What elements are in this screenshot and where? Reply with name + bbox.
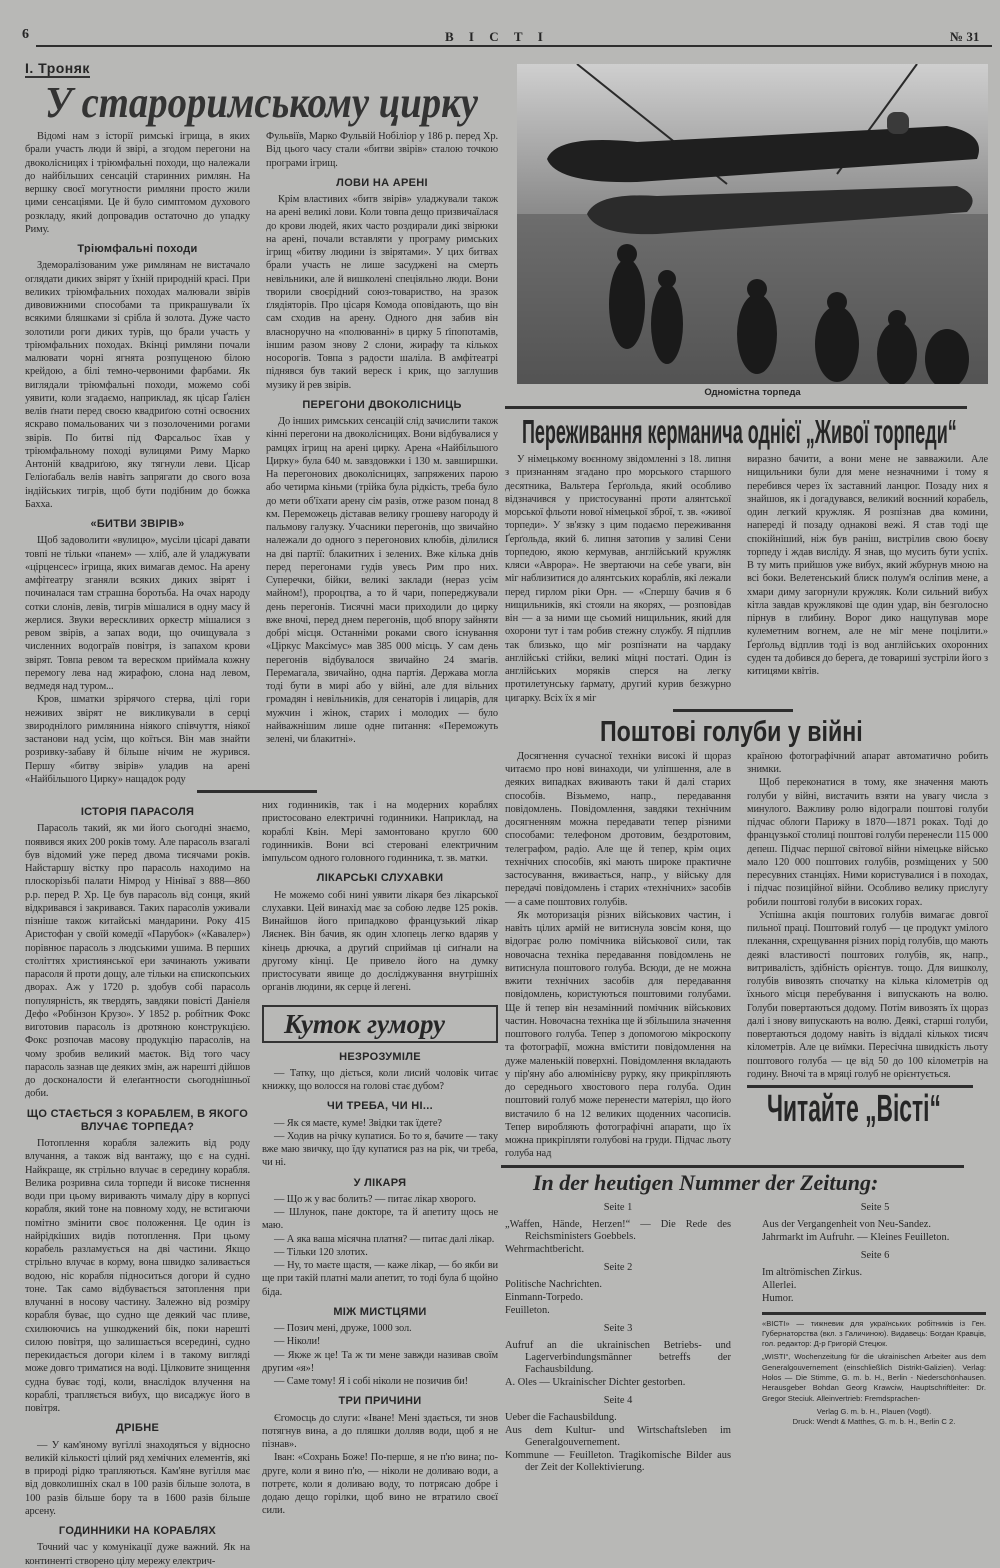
paragraph: — Тільки 120 злотих.: [274, 1246, 368, 1258]
paragraph: Як моторизація різних військових частин, і навіть цілих армій не витиснула зовсім коня, що відограє ролю помічника військової сили, так новочасна техніка передавання повідомлень не витиснула поштового голуба. Всюди, де не можна вжити технічних засобів для передавання повідомлень, користуються поштовими голубами. Ще й тепер він незамінний помічник військових частин. Новочасна техніка ще й збільшила значення поштового голуба. Тепер з допомогою мікроскопу та фотографії, можна вмістити повідомлення на дуже маленькій поверхні. Повідомлення вкладають у пір'яну або алюмінієву рурку, яку прикріпляють до середнього хвостового пера голуба. Один поштовий голуб може перенести матеріял, що його вистачило б на 12 великих щоденних часописів. Тепер виробляють фотографічні апарати, що їх можна прикріпляти голубові на груди. Підчас льоту голуба над: [505, 909, 731, 1160]
torpedo-columns: [505, 453, 988, 705]
contents-item: Wehrmachtbericht.: [505, 1243, 585, 1255]
paragraph-continued: Фульвіїв, Марко Фульвій Нобіліор у 186 р. перед Хр. Від цього часу стали «битви звірів» сталою точкою програми ігрищ.: [266, 131, 498, 169]
humor-corner-banner: Куток гумору: [262, 1005, 498, 1043]
photo-caption: Одномістна торпеда: [704, 387, 801, 398]
column-end-rule: [197, 790, 317, 793]
contents-item: Ueber die Fachausbildung.: [505, 1411, 617, 1423]
paragraph: Потоплення корабля залежить від роду влучання, а також від вантажу, що є на судні. Найкраще, як стрільно влучає в середину корабля. Велика розривна сила торпеди й високе тиснення води при цьому виривають чималу діру в корпусі корабля, який тоне на повному ходу, не встигаючи помітно змінити своє положення. Це один із найрідкіших видів потоплення. При цьому корабель разламується на дві частини. Якщо стрільно влучає в корму, вона швидко заливається водою, ніс корабля підноситься догори й судно тоне. Так само відбувається затоплення при влучанні в носову частину. Залежно від розміру корабля буває, що судно ще деякий час пливе, схилюючись на ушкоджений бік, поки нарешті силою повітря, що залишається всередині, судно перекидається догори кілем і в такому вигляді може довго триматися на воді. Цілковите знищення судна буває тоді, коли, внаслідок влучення на кораблі, трапляється вибух, що висаджує його в повітря.: [25, 1138, 250, 1414]
section-heading: ПЕРЕГОНИ ДВОКОЛІСНИЦЬ: [302, 398, 462, 411]
allerlei-middle-column: [262, 799, 498, 1518]
paragraph-continued: країною фотографічний апарат автоматично робить знимки.: [747, 750, 988, 775]
section-heading: ЩО СТАЄТЬСЯ З КОРАБЛЕМ, В ЯКОГО ВЛУЧАЄ ТОРПЕДА?: [26, 1107, 249, 1133]
circus-column-1: [25, 130, 250, 786]
imprint-verlag: Verlag G. m. b. H., Plauen (Vogtl).: [816, 1406, 932, 1416]
contents-page-label: Seite 3: [603, 1322, 633, 1334]
column-end-rules: [25, 790, 498, 793]
paragraph: Іван: «Сохрань Боже! По-перше, я не п'ю вина; по-друге, коли я вино п'ю, — ніколи не доливаю води, а потретє, коли я доливаю воду, то потрясаю добре і додаю дещо горілки, щоб вино не втратило своєї сили.: [262, 1452, 498, 1517]
contents-title: In der heutigen Nummer der Zeitung:: [533, 1169, 879, 1195]
paragraph: Щоб переконатися в тому, яке значення мають голуби у війні, вистачить взяти на увагу числа з минулого. Важливу ролю відограли поштові голуби підчас облоги Парижу в 1870—1871 роках. Тоді до французької столиці поштові голуби перенесли 115 000 депеш. Підчас першої світової війни німецьке військо мало 120 000 поштових голубів, розміщених у 500 пересувних станціях. Ними користувалися і в походах, і підчас позиційної війни. Особливо велику прислугу робили поштові голуби в високих горах.: [747, 777, 988, 908]
paragraph: Відомі нам з історії римські ігрища, в яких брали участь люди й звірі, а згодом перегони на двоколісницях і тріюмфальні походи, що належали до найбільших сенсацій старинних римлян. На вершку своєї могутности римляни просто жили цими сенсаціями. Це й було симптомом духового розкладу, який допровадив остаточно до упадку Риму.: [25, 131, 250, 235]
paragraph: — Саме тому! Я і собі ніколи не позичив би!: [274, 1376, 468, 1387]
paragraph: Досягнення сучасної техніки високі й щораз читаємо про нові винаходи, чи уліпшення, але в деяких випадках вживають таки й далі старих способів. Візьмемо, напр., передавання повідомлень. Повідомлення, завдяки технічним досягненням можна передавати тепер різними способами: телефоном дротовим, бездротовим, телеграфом, радіо. Але ще й тепер, крім оцих технічних способів, які мають широке практичне застосування, вживається, напр., у війську для передачі повідомлень і старих «технічних» засобів — а саме поштових голубів.: [505, 750, 731, 908]
paragraph: Щоб задоволити «вулицю», мусіли цісарі давати товпі не тільки «панем» — хліб, але й уладжувати «цірценсес» ігрища, яких вимагав демос. На арену амфітеатру зганяли всяких диких звірят і починалася там страшна боротьба. На очах народу сотки слонів, левів, тигрів мішалися в одну масу й жерлися. Звуки верескливих оркестр мішалися з ревом звірів, а запах води, що очищувала з численних водограїв повітря, із запахом крови звірят. Товпа ревом та вереском приймала кожну перемогу лева над жирафою, слона над левом, ведмедя над туром...: [25, 535, 250, 692]
contents-item: Kommune — Feuilleton. Tragikomische Bilder aus der Zeit der Kollektivierung.: [505, 1449, 731, 1473]
contents-page-label: Seite 6: [860, 1249, 890, 1261]
paragraph-continued: них годинників, так і на модерних кораблях пристосовано електричні годинники. Наприклад, на кораблі Квін. Мері замонтовано кругло 600 годинників. Вони всі стеровані електричним імпульсом одного головного годинника, т. зв. матки.: [262, 800, 498, 864]
circus-columns: [25, 130, 498, 786]
section-heading: НЕЗРОЗУМІЛЕ: [339, 1050, 421, 1063]
article-title-wrap: [25, 78, 498, 130]
section-heading: ЧИ ТРЕБА, ЧИ НІ...: [327, 1100, 433, 1113]
section-heading: ЛОВИ НА АРЕНІ: [336, 176, 428, 189]
torpedo-photo-image: [517, 64, 988, 384]
paragraph: — Татку, що діється, коли лисий чоловік читає книжку, що волосся на голові стає дубом?: [262, 1067, 498, 1092]
contents-right-stack: [762, 1196, 988, 1431]
section-heading: ІСТОРІЯ ПАРАСОЛЯ: [80, 806, 195, 818]
section-heading: ЛІКАРСЬКІ СЛУХАВКИ: [316, 872, 444, 885]
contents-item: Jahrmarkt im Aufruhr. — Kleines Feuilleton.: [762, 1231, 950, 1243]
imprint-druck: Druck: Wendt & Matthes, G. m. b. H., Berlin C 2.: [792, 1417, 956, 1427]
imprint-rule: [762, 1312, 986, 1315]
pigeons-column-1: [505, 750, 731, 1161]
section-divider: [505, 406, 967, 409]
imprint-ukrainian: «ВІСТІ» — тижневик для українських робітників із Ген. Губернаторства (вкл. з Галичиною). Видавець: Богдан Кравців, гол. редактор: Д-р Григорій Стецюк.: [762, 1318, 986, 1349]
contents-item: Aus der Vergangenheit von Neu-Sandez.: [762, 1218, 931, 1230]
contents-item: „Waffen, Hände, Herzen!“ — Die Rede des Reichsministers Goebbels.: [505, 1218, 731, 1242]
newspaper-name: В І С Т І: [445, 29, 549, 44]
paragraph: Здеморалізованим уже римлянам не вистачало оглядати диких звірят у їхній природній красі. При великих тріюмфальних походах малювали звірів дивовижними способами та прикрашували їх всякими бляшками зі срібла й золота. Дуже часто золотили роги диких турів, що брали участь у тріюмфальних походах. Вкінці римляни почали малювати чорні ягнята розпущеною білою крейдою, а білі темно-червоними фарбами. Як виглядали тріюмфальні походи, можемо собі уявити, коли згадаємо, наприклад, як цісар Ґалієн велів ґнати перед своєю квадриґою сотні освоєних яскраво помальованих чи з позолоченими рогами звірів. По битві під Фарсальос їхав у тріюмфальному поході вулицями Риму Марко Антоній квадриґою, яку тягнули леви. Цісар Геліоґабаль велів навіть запрягати до свого воза індійських тигрів, щоб бути подібним до божка Бахха.: [25, 260, 250, 510]
section-heading: ГОДИННИКИ НА КОРАБЛЯХ: [58, 1525, 217, 1537]
paragraph: — Ніколи!: [274, 1336, 321, 1348]
paragraph: Крім властивих «битв звірів» уладжували також на арені великі лови. Коли товпа дещо призвичаїлася до крови людей, яких часто роздирали дикі звірюки на арені, почали вставляти у програму римських ігрищ «битву людини із звірятами». У цих битвах брали участь не лише засуджені на смерть невільники, але й вишколені спеціяльно люди. Вони творили своєрідний союз-товариство, на зразок ґлядіяторів. Про цісаря Комода оповідають, що він сам сходив на арену. Одного дня забив він власноручно на «полюванні» в цирку 5 ґіпопотамів, іншим разом знову 2 слони, жирафу та кількох носорогів. Товпа з радости шаліла. В амфітеатрі піднявся був такий вереск і крик, що заглушив музику й рев звірів.: [266, 194, 498, 391]
paragraph: — Якже ж це! Та ж ти мене завжди називав своїм другим «я»!: [262, 1349, 498, 1374]
section-heading: У ЛІКАРЯ: [353, 1176, 407, 1189]
torpedo-headline-wrap: [505, 413, 988, 453]
paragraph: — У кам'яному вугіллі знаходяться у відносно великій кількості цілий ряд хемічних елементів, які в природі рідко трапляються. Кам'яне вугілля має від довколишніх скал в 100 разів більше золота, в 100 разів більше бору та в 1600 разів більше арсену.: [25, 1439, 250, 1517]
paragraph: Парасоль такий, як ми його сьогодні знаємо, появився яких 200 років тому. Але парасоль взагалі був відомий уже перед двома тисячами років. Найстаршу вістку про парасоль находимо на плоскорізьбі палати Німрод у Нініваї з 888—860 р.р. перед Р. Хр. Це був парасоль від сонця, який відкривався і закривався. Таких парасолів уживали пізніше також китайські мандарини. Року 415 Аристофан у своїй комедії «Парубок» («Кавалер») порівнює парасоль з людськими ушима. В перших століттях християнської ери зачинають уживати парасоля й проти дощу, але тільки на єпископських дворах. Аж у 1720 р. здобув собі парасоль популярність, як твердять, завдяки повісті Даніеля Дефо «Робінзон Крузо». У 1852 р. робітник Фокс виготовив парасоль із дротяною конструкцією. Фокс розпочав масову продукцію парасолів, на чому зробив великий маєток. Від того часу парасоль зазнав ще деяких змін, аж нарешті дійшов до досконалости й елеґантности сьогоднішньої доби.: [25, 823, 250, 1100]
paragraph: — А яка ваша місячна платня? — питає далі лікар.: [274, 1233, 495, 1245]
torpedo-photo: [517, 64, 988, 384]
contents-page-label: Seite 1: [603, 1201, 633, 1213]
imprint: [762, 1319, 986, 1431]
paragraph: До інших римських сенсацій слід зачислити також кінні перегони на двоколісницях. Вони відбувалися у рамцях ігрищ на арені цирку. Арена «Найбільшого Цирку» була 640 м. завздовжки і 130 м. завширшки. На перегонових двоколісницях, запряжених парою або четирма кіньми (трійка була рідкість, треба було до мети об'їхати арену сім разів, отже разом понад 8 км. Переможець діставав велику грошеву нагороду й пальмову галузку. Учасники перегонів, що звичайно належали до одного з перегонових клюбів, ділилися на дві партії: блакитних і зелених. Вже кілька днів перед перегонами гудів увесь Рим про них. Суперечки, бійки, великі заклади (нераз усім майном!), пророцтва, а то й чари, попереджували день перегонів. Тисячні маси приходили до цирку вже вночі, перед днем перегонів, щоб впору зайняти добрі місця. Останніми роками свого існування «Ціркус Максімус» мав 385 000 місць. У сам день перегонів відбувалося звичайно 24 змагів. Перемагала, звичайно, одна партія. Держава могла тоді бути в мирі або у війні, але для вільних громадян і невільників, для сенаторів і лицарів, для мужчин і жінок, старих і молодих — було найважнішим лише одне питання: «Переможуть зелені, чи блакитні».: [266, 416, 498, 745]
article-author: І. Троняк: [25, 60, 90, 76]
section-heading: «БИТВИ ЗВІРІВ»: [90, 518, 185, 530]
torpedo-headline: Переживання керманича однієї „Живої торпеди“: [522, 413, 957, 450]
contents-item: Feuilleton.: [505, 1304, 550, 1316]
contents-rule: [501, 1165, 964, 1168]
contents-columns: [505, 1196, 988, 1475]
contents-page-label: Seite 4: [603, 1394, 633, 1406]
pigeons-column-2: [747, 750, 988, 1081]
contents-item: A. Oles — Ukrainischer Dichter gestorben.: [505, 1376, 686, 1388]
paragraph: — Що ж у вас болить? — питає лікар хворого.: [274, 1193, 476, 1205]
right-region: [505, 64, 988, 1475]
paragraph: Кров, шматки зрірячого стерва, цілі гори неживих звірят не викликували в серці звироднілого римлянина ніякого співчуття, ніякої застанови над усім, що коїться. Він мав знайти розривку-забаву й більше нічим не журився. Першу «битву звірів» уладив на арені «Найбільшого Цирку» нащадок роду: [25, 694, 250, 785]
paragraph: — Позич мені, друже, 1000 зол.: [274, 1323, 412, 1334]
contents-item: Im altrömischen Zirkus.: [762, 1266, 863, 1278]
pigeons-headline-wrap: [505, 716, 988, 750]
section-heading: ДРІБНЕ: [115, 1422, 160, 1435]
paragraph: Єгомосць до слуги: «Іване! Мені здається, ти знов потягнув вина, а до пляшки долляв води, щоб я не пізнав».: [262, 1412, 498, 1450]
torpedo-column-2: [747, 453, 988, 678]
paragraph: Не можемо собі нині уявити лікаря без лікарської слухавки. Цей винахід має за собою ледве 125 років. Винайшов його припадково французький лікар Ляєнек. Він бачив, як один хлопець легко вдаряв у кінець дрючка, а другий сприймав ці сиґнали на другому кінці. Це привело його на думку пристосувати явище до досліджування внутрішніх органів людини, як серце й легені.: [262, 889, 498, 994]
imprint-german: „WISTI“, Wochenzeitung für die ukrainischen Arbeiter aus dem Generalgouvernement (einschließlich Distrikt-Galizien). Verlag: Holos — Die Stimme, G. m. b. H., Berlin - Niederschönhausen. Herausgeber Bohdan Georg Krawciw, Hauptschriftleiter: Dr. Gregor Steciuk. Alleinvertrieb: Fremdsprachen-: [762, 1352, 986, 1403]
allerlei-left-column: [25, 799, 250, 1568]
contents-item: Aus dem Kultur- und Wirtschaftsleben im Generalgouvernement.: [505, 1424, 731, 1448]
article-end-rule: [673, 709, 793, 712]
read-visti-promo: Читайте „Вісті“: [767, 1088, 941, 1130]
pigeons-columns: [505, 750, 988, 1161]
issue-number: № 31: [950, 29, 980, 44]
contents-left: [505, 1196, 731, 1475]
circus-column-2: [266, 130, 498, 746]
contents-page-label: Seite 2: [603, 1261, 633, 1273]
paragraph: — Ну, то маєте щастя, — каже лікар, — бо якби ви ще при такій платні мали апетит, то тоді була б щойно біда.: [262, 1260, 498, 1298]
contents-right: [762, 1196, 988, 1306]
left-region: [25, 60, 498, 1568]
contents-page-label: Seite 5: [860, 1201, 890, 1213]
section-heading: МІЖ МИСТЦЯМИ: [333, 1305, 427, 1318]
contents-item: Humor.: [762, 1292, 794, 1304]
paragraph: — Ходив на річку купатися. Бо то я, бачите — таку вже маю звичку, що їду купатися раз на рік, чи треба, чи ні.: [262, 1130, 498, 1169]
paragraph: — Як ся маєте, куме! Звідки так їдете?: [274, 1117, 442, 1129]
allerlei-columns: [25, 799, 498, 1568]
page-number: 6: [22, 27, 29, 42]
paragraph: — Шлунок, пане докторе, та й апетиту щось не маю.: [262, 1207, 498, 1232]
paragraph: Успішна акція поштових голубів вимагає довгої пильної праці. Поштовий голуб — це продукт умілого плекання, схрещування різних порід голубів, що мають деякі властивості поштових голубів, як, напр., витривалість, здібність орієнтув. тощо. Для вишколу, голубів вивозять спочатку на кілька кілометрів од їхнього місця перебування і випускають на волю. Голуби повертаються додому. Потім вивозять їх щораз далі і знову випускають на волю. Деякі, старші голуби, повертаються додому навіть із віддалі кількох тисяч кілометрів. Але це виїмки. Пересічна швидкість льоту поштового голуба — це від 50 до 100 кілометрів на годину. Вночі та в мряці голуб не орієнтується.: [747, 909, 988, 1080]
article-title: У староримському цирку: [45, 78, 478, 127]
paragraph: У німецькому воєнному звідомленні з 18. липня з признанням згадано про морського старшого десятника, Вальтера Ґерґольда, який особливо відзначився у пристосуванні проти алянтської морської фльоти нової німецької зброї, т. зв. «живої торпеди». У зв'язку з цим подаємо переживання Ґерґольда, який 6. липня затопив у заливі Сени торпедою, якою кермував, англійський кружляк кляси «Аврора». Не звертаючи на себе уваги, він міг наблизитися до алянтських кораблів, які лежали перед гирлом ріки Орн. — «Спершу бачив я 6 нищильників, які стояли на якорях, — розповідав він — а за ними ще сьомий нищильник, який для охорони тут і там робив стежну службу. Я підплив так близько, що міг розпізнати на чардаку англійські стійки, великі міцні постаті. Один із англійських моряків сперся на легку протилетунську ґармату, другий курив безжурно цигарку. Всіх їх я міг: [505, 454, 731, 704]
contents-item: Allerlei.: [762, 1279, 797, 1291]
section-heading: Тріюмфальні походи: [77, 243, 198, 255]
contents-item: Einmann-Torpedo.: [505, 1291, 584, 1303]
pigeons-headline: Поштові голуби у війні: [600, 715, 863, 748]
paragraph: Точний час у комунікації дуже важний. Як на континенті створено цілу мережу електрич-: [25, 1542, 250, 1567]
paragraph-continued: виразно бачити, а вони мене не завважили. Але нищильники були для мене незначними і тому я перебився через їх заставний ланцюг. Позаду них я знайшов, як і догадувався, великий воєнний корабель, один легкий кружляк. Я розпізнав два комини, напереді й позаду однакові вежі. Я став тоді ще спокійніший, ніж був раніш, вистрілив свою боєву торпеду і ждав висліду. Я знав, що мусить бути успіх. В ту мить прийшов уже вибух, який жбурнув мною на всі боки. Велетенський блиск полум'я осліпив мене, а хмари диму загорнули кружляк. Коли сильний вибух кітла завдав кружлякові ще один удар, він безголосно пірнув в глибину. Ворог дико нащупував море кулеметним вогнем, але не міг мене поцілити.» Ґерґольд відплив тоді із вод англійських охоронних суден та добився до берега, де товариші зустріли його з китицями квітів.: [747, 454, 988, 677]
torpedo-column-1: [505, 453, 731, 705]
masthead-rule: [36, 45, 992, 47]
contents-item: Aufruf an die ukrainischen Betriebs- und Lagerverbindungsmänner betreffs der Fachausbildung.: [505, 1339, 731, 1375]
pigeons-right-stack: [747, 750, 988, 1130]
section-heading: ТРИ ПРИЧИНИ: [338, 1395, 422, 1408]
promo-wrap: [747, 1088, 988, 1130]
contents-item: Politische Nachrichten.: [505, 1278, 602, 1290]
